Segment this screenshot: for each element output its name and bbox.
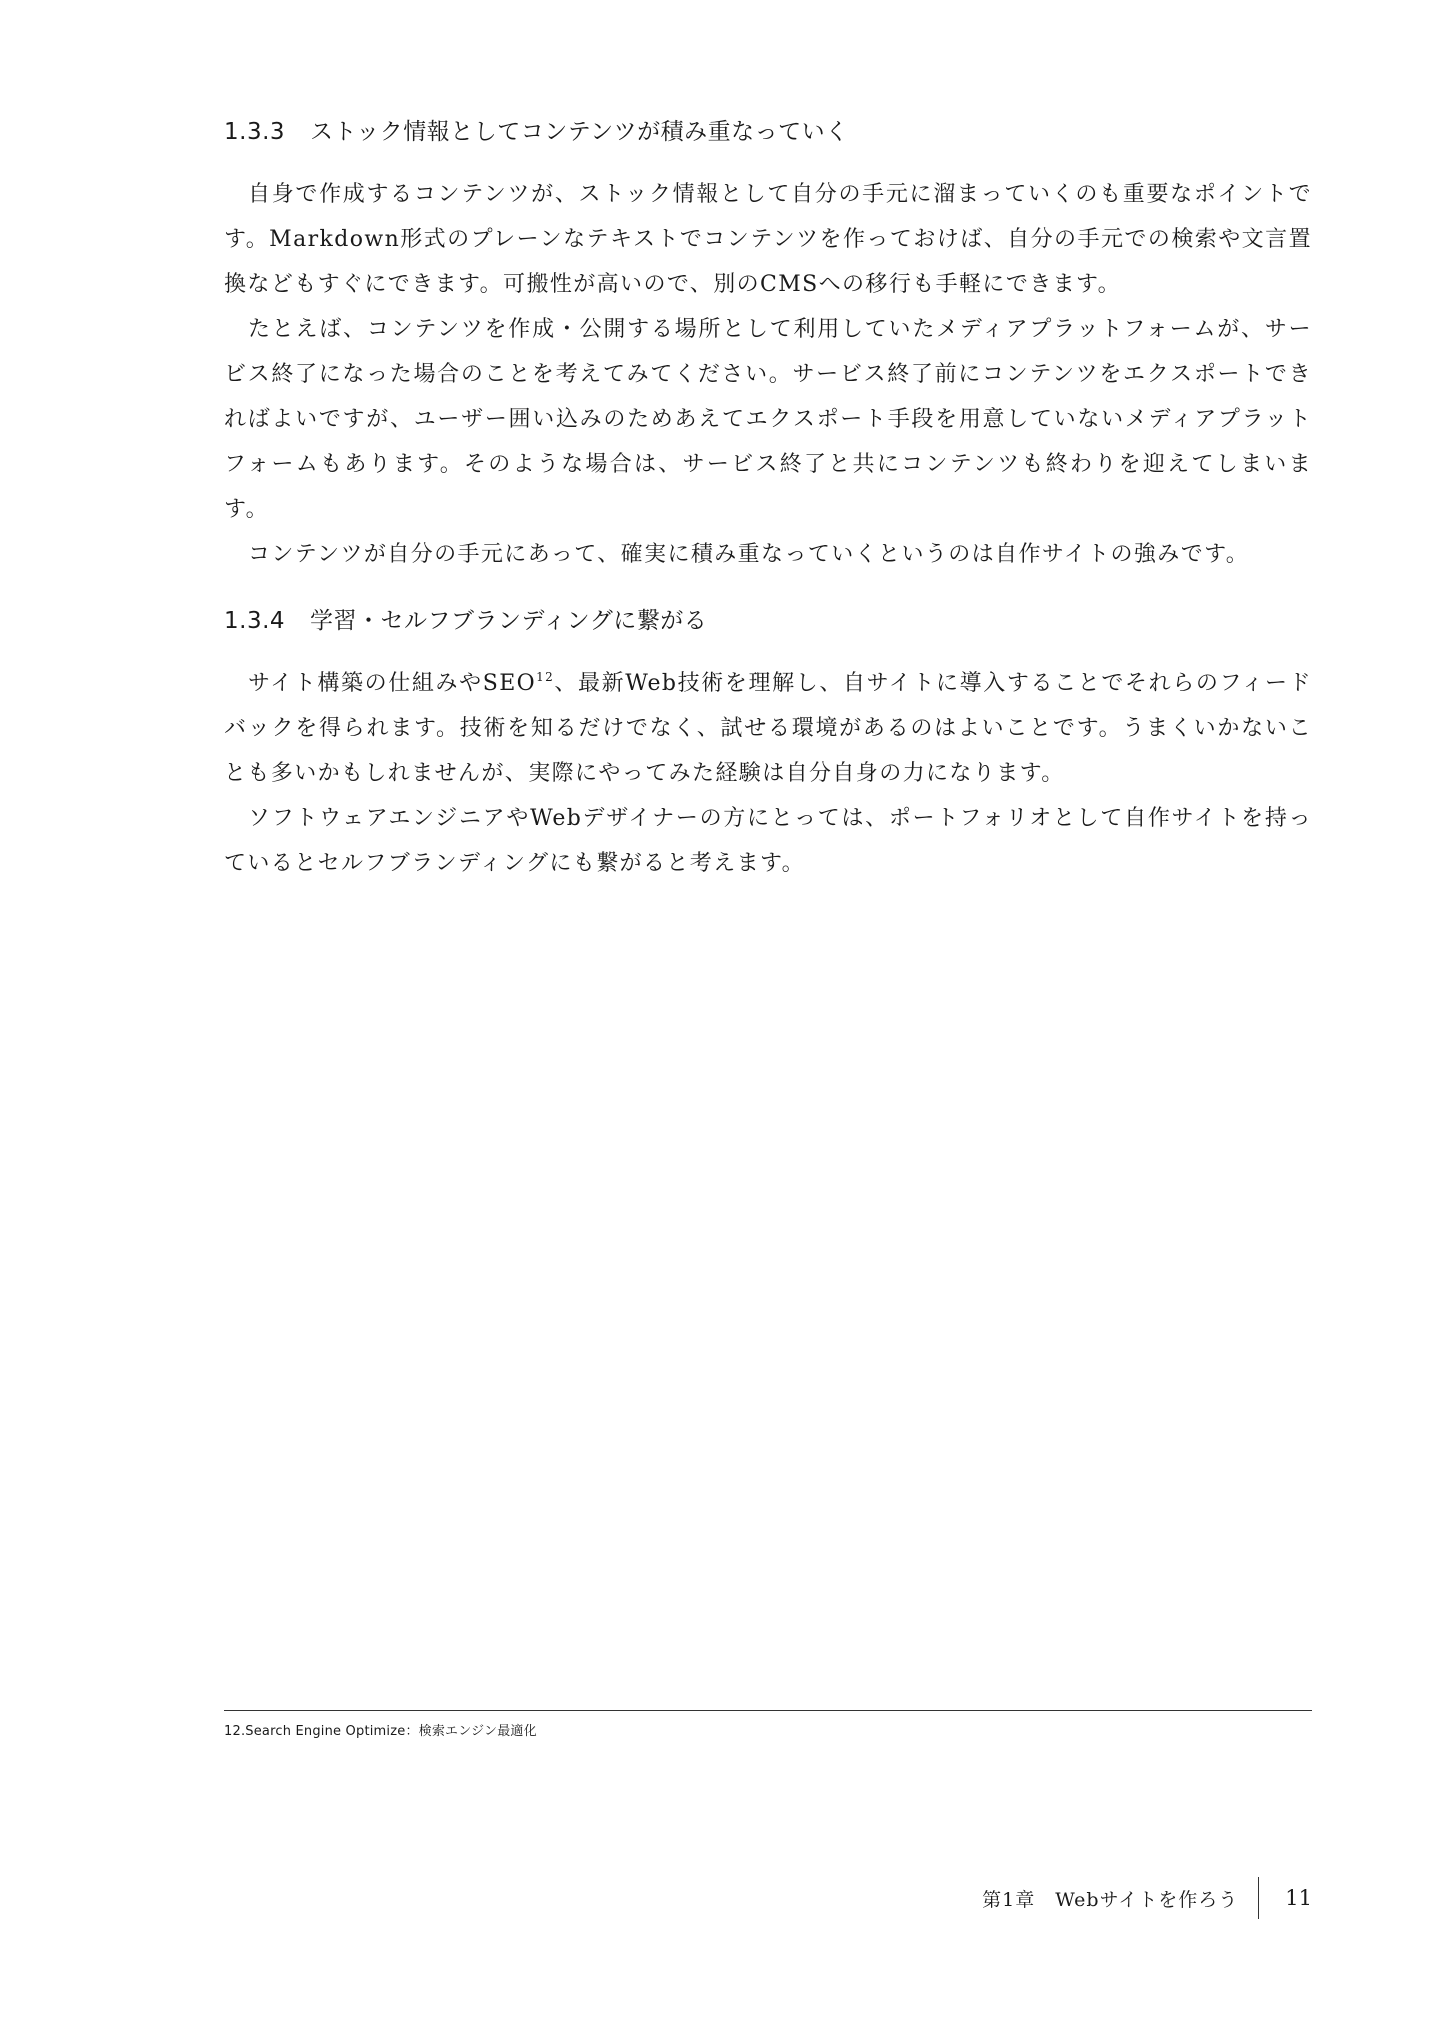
section-number: 1.3.3 xyxy=(224,119,286,145)
section-heading-1-3-3 xyxy=(224,112,1312,152)
paragraph: 自身で作成するコンテンツが、ストック情報として自分の手元に溜まっていくのも重要なポイントです。Markdown形式のプレーンなテキストでコンテンツを作っておけば、自分の手元での検索や文言置換などもすぐにできます。可搬性が高いので、別のCMSへの移行も手軽にできます。 xyxy=(224,182,1312,297)
footer-divider xyxy=(1258,1877,1259,1919)
paragraph: コンテンツが自分の手元にあって、確実に積み重なっていくというのは自作サイトの強みです。 xyxy=(248,542,1250,567)
page-number: 11 xyxy=(1285,1886,1312,1910)
page-body xyxy=(224,112,1312,886)
paragraph-text: 、最新Web技術を理解し、自サイトに導入することでそれらのフィードバックを得られます。技術を知るだけでなく、試せる環境があるのはよいことです。うまくいかないことも多いかもしれませんが、実際にやってみた経験は自分自身の力になります。 xyxy=(224,671,1313,786)
section-number: 1.3.4 xyxy=(224,608,286,634)
chapter-title: 第1章 Webサイトを作ろう xyxy=(982,1888,1239,1911)
paragraph: ソフトウェアエンジニアやWebデザイナーの方にとっては、ポートフォリオとして自作サイトを持っているとセルフブランディングにも繋がると考えます。 xyxy=(224,806,1312,876)
paragraph xyxy=(224,661,1312,796)
section-heading-1-3-4 xyxy=(224,601,1312,641)
footnote-divider xyxy=(224,1710,1312,1711)
footnote: 12.Search Engine Optimize：検索エンジン最適化 xyxy=(224,1724,537,1739)
footnote-reference[interactable]: 12 xyxy=(536,670,555,684)
section-title: 学習・セルフブランディングに繋がる xyxy=(310,608,708,634)
paragraph-text: サイト構築の仕組みやSEO xyxy=(248,671,537,696)
running-footer xyxy=(982,1878,1312,1918)
section-title: ストック情報としてコンテンツが積み重なっていく xyxy=(310,119,849,145)
paragraph: たとえば、コンテンツを作成・公開する場所として利用していたメディアプラットフォームが、サービス終了になった場合のことを考えてみてください。サービス終了前にコンテンツをエクスポートできればよいですが、ユーザー囲い込みのためあえてエクスポート手段を用意していないメディアプラットフォームもあります。そのような場合は、サービス終了と共にコンテンツも終わりを迎えてしまいます。 xyxy=(224,317,1312,522)
